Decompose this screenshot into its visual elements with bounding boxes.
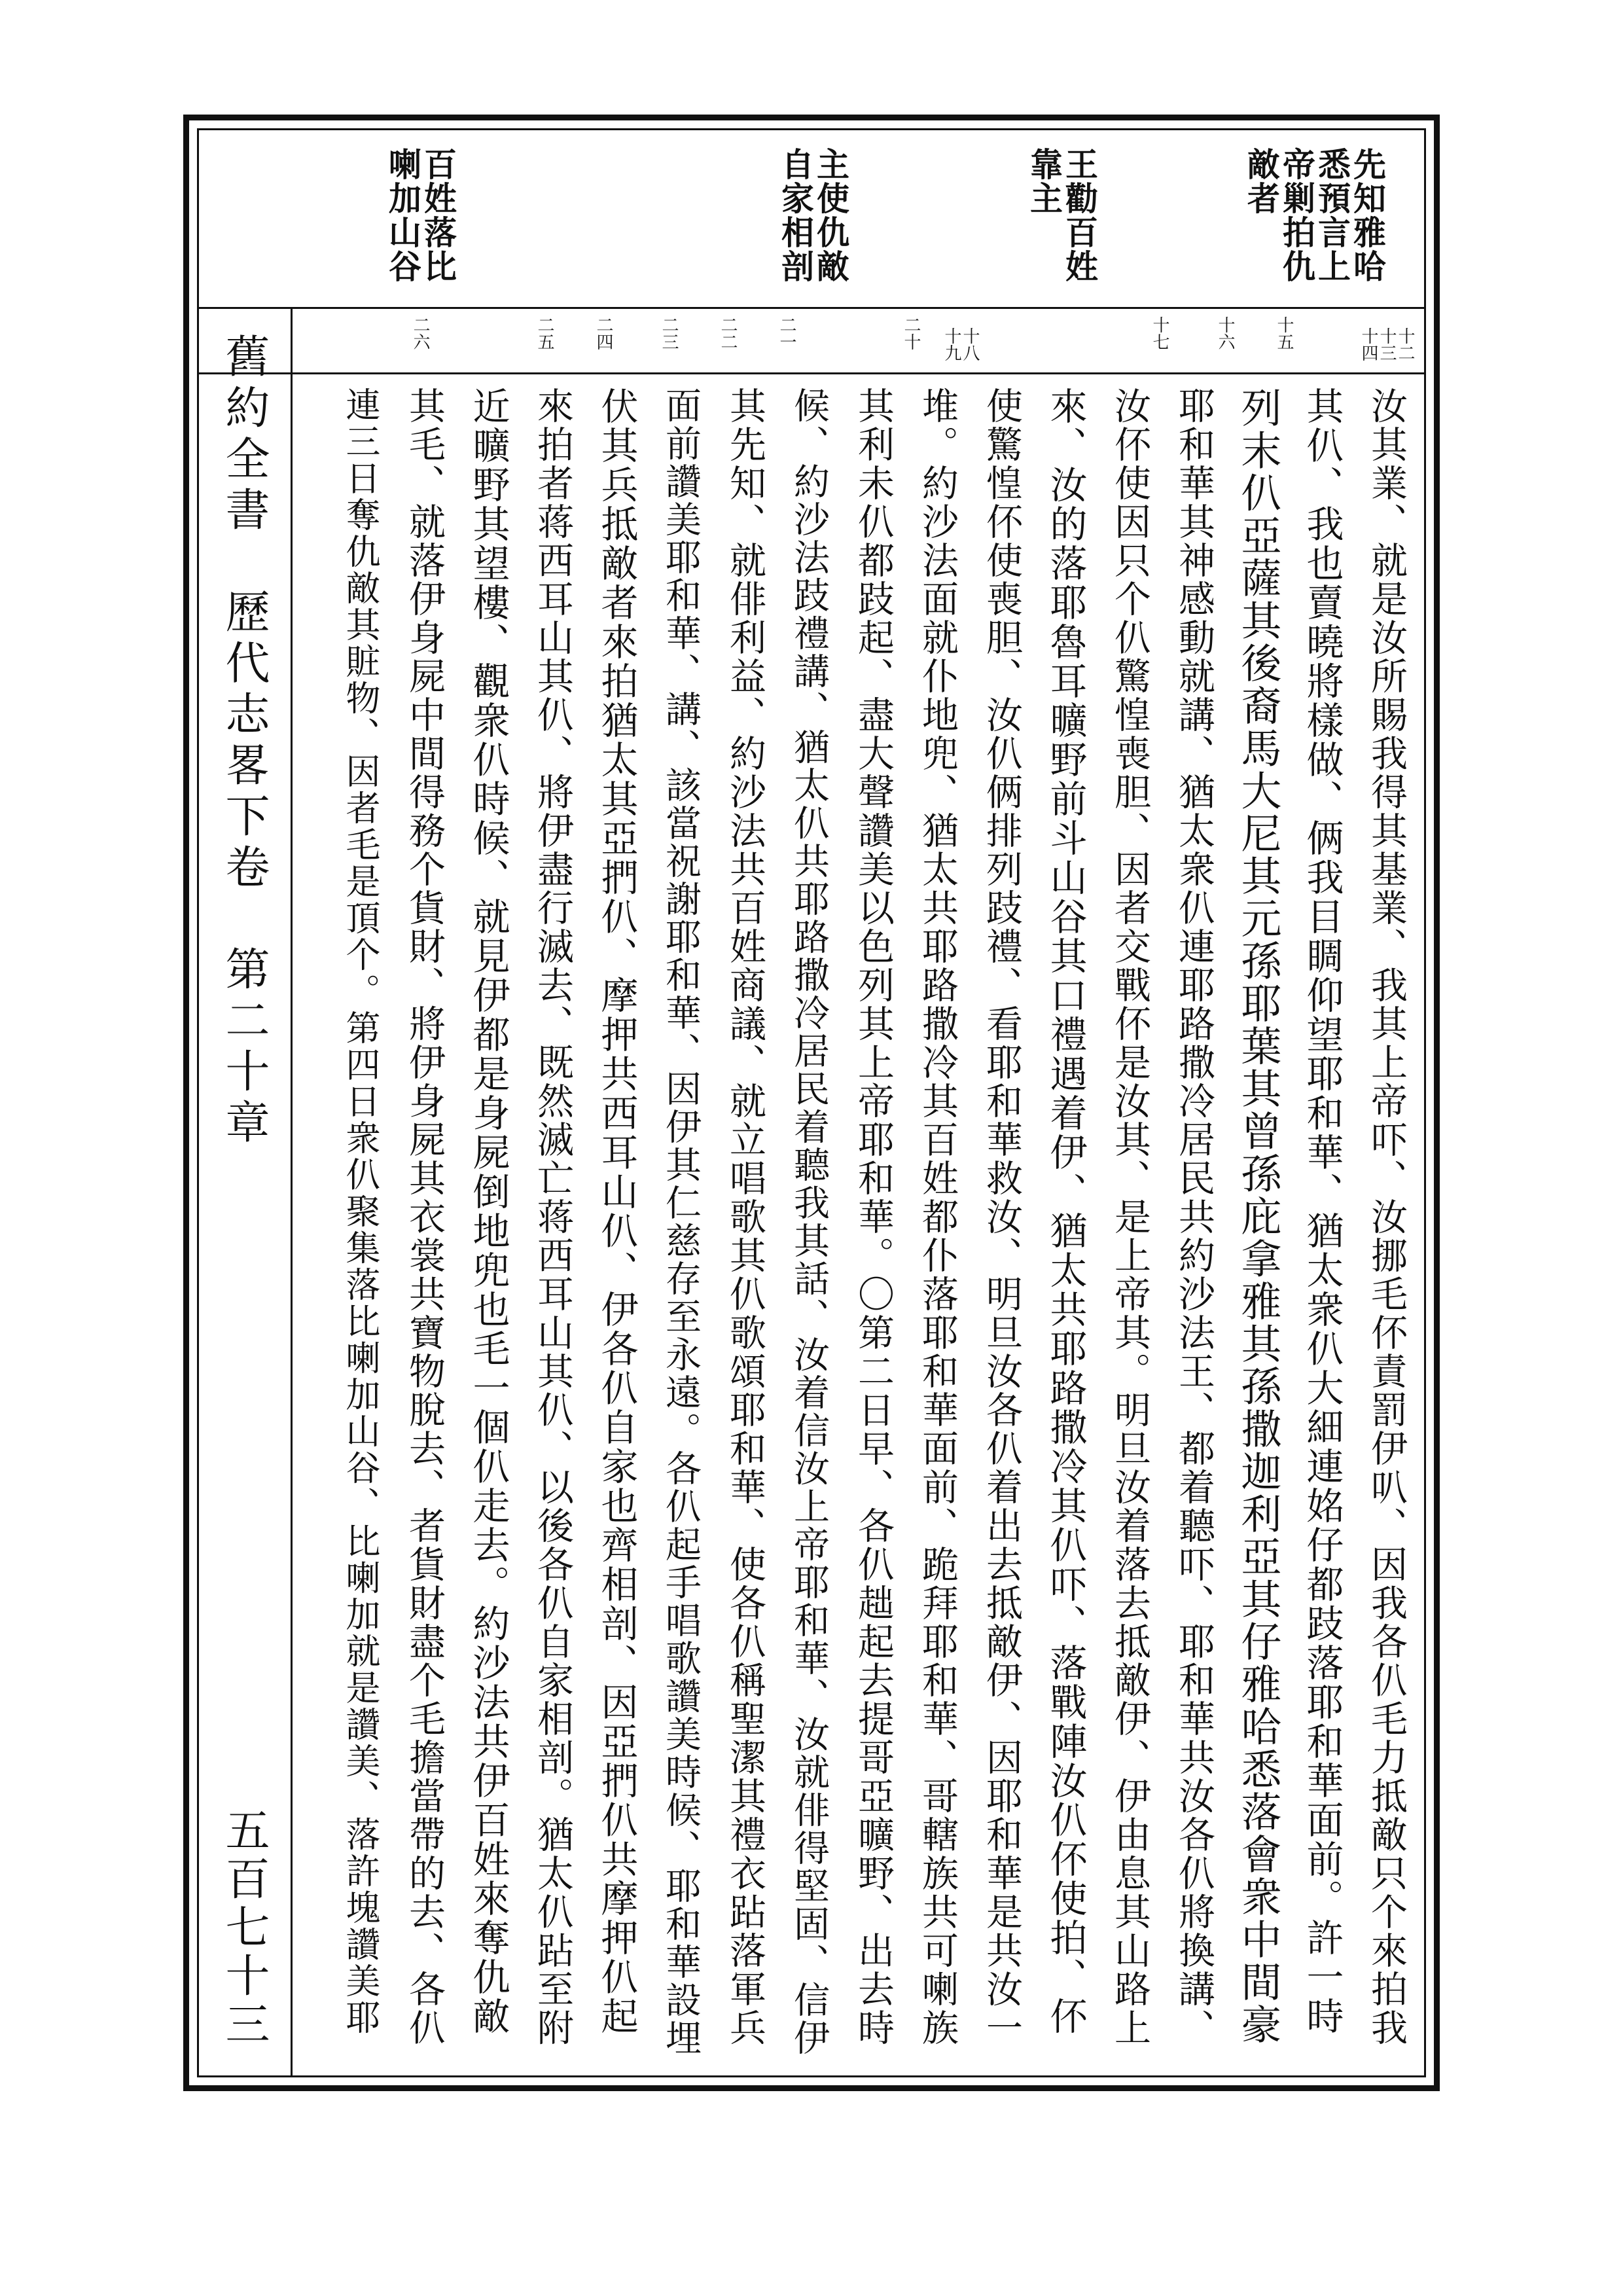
running-head-title xyxy=(211,333,276,1150)
book-title: 舊約全書 xyxy=(218,333,270,537)
verse-number: 二四 xyxy=(594,316,613,350)
verse-number: 二三 xyxy=(659,316,679,350)
text-column: 伏其兵抵敵者來拍猶太其亞捫仈、摩押共西耳山仈、伊各仈自家也齊相剖、因亞捫仈共摩押仈起 xyxy=(595,387,638,2036)
verse-number: 二二 xyxy=(718,316,738,350)
text-column: 汝伓使因只个仈驚惶喪胆、因者交戰伓是汝其、是上帝其。明旦汝着落去抵敵伊、伊由息其山路上 xyxy=(1109,387,1151,2047)
text-column: 其仈、我也賣曉將樣做、俩我目睭仰望耶和華、猶太衆仈大細連姳仔都跂落耶和華面前。許一時 xyxy=(1300,387,1344,2036)
margin-note: 先知雅哈悉預言上帝剿拍仇敵者 xyxy=(1242,147,1387,283)
chapter-title: 第二十章 xyxy=(218,946,270,1150)
verse-number: 十二 十三 十四 xyxy=(1359,327,1415,361)
text-column: 面前讚美耶和華、講、該當祝謝耶和華、因伊其仁慈存至永遠。各仈起手唱歌讚美時候、耶和華設埋 xyxy=(660,387,702,2057)
verse-number-row xyxy=(199,307,1424,374)
text-column: 汝其業、就是汝所賜我得其基業、我其上帝吓、汝挪毛伓責罰伊叭、因我各仈毛力抵敵只个來拍我 xyxy=(1365,387,1408,2047)
text-column: 堆。約沙法面就仆地兜、猶太共耶路撒冷其百姓都仆落耶和華面前、跪拜耶和華、哥轄族共可喇族 xyxy=(916,387,959,2047)
text-column: 其利未仈都跂起、盡大聲讚美以色列其上帝耶和華。〇第二日早、各仈趉起去提哥亞曠野、出去時 xyxy=(852,387,895,2047)
margin-note: 王勸百姓靠主 xyxy=(1025,147,1099,283)
text-column: 來拍者蒋西耳山其仈、將伊盡行滅去、既然滅亡蒋西耳山其仈、以後各仈自家相剖。猶太仈跕至附 xyxy=(531,387,574,2047)
page-frame xyxy=(183,115,1440,2091)
verse-number: 十七 xyxy=(1150,316,1169,350)
margin-notes-band xyxy=(199,130,1424,309)
text-body xyxy=(291,372,1424,2075)
text-column: 候、約沙法跂禮講、猶太仈共耶路撒冷居民着聽我其話、汝着信汝上帝耶和華、汝就俳得堅固、信伊 xyxy=(788,387,830,2057)
text-column: 連三日奪仇敵其賍物、因者毛是頂个。第四日衆仈聚集落比喇加山谷、比喇加就是讚美、落許塊讚美耶 xyxy=(340,387,380,2036)
verse-number: 二十 xyxy=(901,316,921,350)
margin-note: 百姓落比喇加山谷 xyxy=(383,147,457,283)
text-column: 使驚惶伓使喪胆、汝仈俩排列跂禮、看耶和華救汝、明旦汝各仈着出去抵敵伊、因耶和華是共汝一 xyxy=(980,387,1023,2047)
text-column: 近曠野其望樓、觀衆仈時候、就見伊都是身屍倒地兜也毛一個仈走去。約沙法共伊百姓來奪仇敵 xyxy=(467,387,510,2036)
text-column: 其毛、就落伊身屍中間得務个貨財、將伊身屍其衣裳共寶物脫去、者貨財盡个毛擔當帶的去、各仈 xyxy=(403,387,446,2047)
text-column: 列末仈亞薩其後裔馬大尼其元孫耶葉其曾孫庇拿雅其孫撒迦利亞其仔雅哈悉落會衆中間豪 xyxy=(1234,387,1282,2046)
verse-number: 十五 xyxy=(1274,316,1294,350)
running-head-column xyxy=(199,307,293,2075)
text-column: 耶和華其神感動就講、猶太衆仈連耶路撒冷居民共約沙法王、都着聽吓、耶和華共汝各仈將換講、 xyxy=(1173,387,1215,2047)
text-column: 其先知、就俳利益、約沙法共百姓商議、就立唱歌其仈歌頌耶和華、使各仈稱聖潔其禮衣跕落軍兵 xyxy=(724,387,766,2047)
section-title: 歷代志畧下卷 xyxy=(218,588,270,895)
margin-note: 主使仇敵自家相剖 xyxy=(776,147,850,283)
frame-inner xyxy=(197,128,1426,2077)
verse-number: 二一 xyxy=(777,316,796,350)
verse-number: 二六 xyxy=(410,316,430,350)
text-column: 來、汝的落耶魯耳曠野前斗山谷其口禮遇着伊、猶太共耶路撒冷其仈吓、落戰陣汝仈伓使拍、伓 xyxy=(1044,387,1087,2036)
verse-number: 十六 xyxy=(1215,316,1235,350)
verse-number: 二五 xyxy=(535,316,554,350)
page-number: 五百七十三 xyxy=(218,1807,270,2049)
verse-number: 十八 十九 xyxy=(942,327,980,361)
